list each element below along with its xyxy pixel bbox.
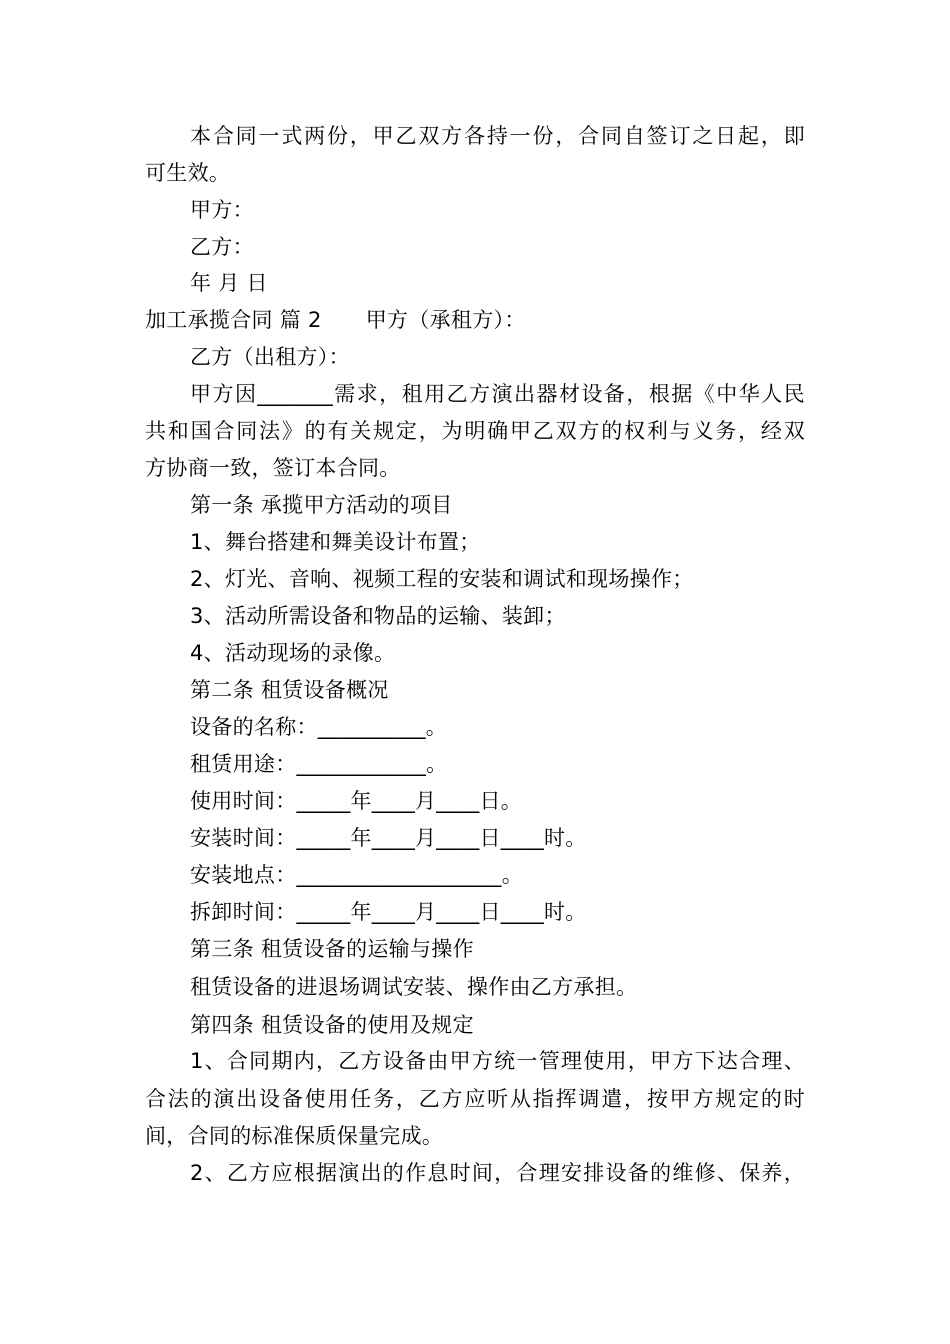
paragraph-line [0,381,950,407]
party-a-label: 甲方： [190,198,254,222]
text-line: 本合同一式两份，甲乙双方各持一份，合同自签订之日起，即 [190,124,805,148]
text-line: 1、合同期内，乙方设备由甲方统一管理使用，甲方下达合理、 [190,1049,805,1073]
text-line: 合法的演出设备使用任务，乙方应听从指挥调遣，按甲方规定的时 [145,1087,805,1111]
party-b-label: 乙方（出租方）： [190,345,350,369]
article-heading: 第一条 承揽甲方活动的项目 [190,493,453,517]
list-item: 2、灯光、音响、视频工程的安装和调试和现场操作； [190,567,694,591]
text-line: 共和国合同法》的有关规定，为明确甲乙双方的权利与义务，经双 [145,419,805,443]
paragraph-line [0,418,950,444]
paragraph-line [0,1048,950,1074]
paragraph-line: 可生效。 [145,161,231,185]
section-title: 加工承揽合同 篇 2 [145,308,322,332]
article-heading: 第四条 租赁设备的使用及规定 [190,1013,474,1037]
paragraph-line [0,1086,950,1112]
date-line: 年 月 日 [190,271,268,295]
paragraph-line [0,1160,950,1186]
text-line: 2、乙方应根据演出的作息时间，合理安排设备的维修、保养， [190,1161,805,1185]
text-line: 甲方因_______需求，租用乙方演出器材设备，根据《中华人民 [190,382,805,406]
section-heading-line [0,307,950,333]
paragraph-line: 间，合同的标准保质保量完成。 [145,1124,444,1148]
form-field-line: 安装地点：___________________。 [190,863,523,887]
list-item: 1、舞台搭建和舞美设计布置； [190,530,481,554]
list-item: 4、活动现场的录像。 [190,641,396,665]
form-field-line: 设备的名称：__________。 [190,715,448,739]
paragraph-line: 租赁设备的进退场调试安装、操作由乙方承担。 [190,975,638,999]
form-field-line: 使用时间：_____年____月____日。 [190,789,523,813]
form-field-line: 安装时间：_____年____月____日____时。 [190,826,587,850]
article-heading: 第三条 租赁设备的运输与操作 [190,937,474,961]
paragraph-line [0,123,950,149]
list-item: 3、活动所需设备和物品的运输、装卸； [190,604,566,628]
paragraph-line: 方协商一致，签订本合同。 [145,456,401,480]
party-b-label: 乙方： [190,235,254,259]
article-heading: 第二条 租赁设备概况 [190,678,389,702]
form-field-line: 租赁用途：____________。 [190,752,448,776]
party-a-label: 甲方（承租方）： [365,308,526,332]
form-field-line: 拆卸时间：_____年____月____日____时。 [190,900,587,924]
